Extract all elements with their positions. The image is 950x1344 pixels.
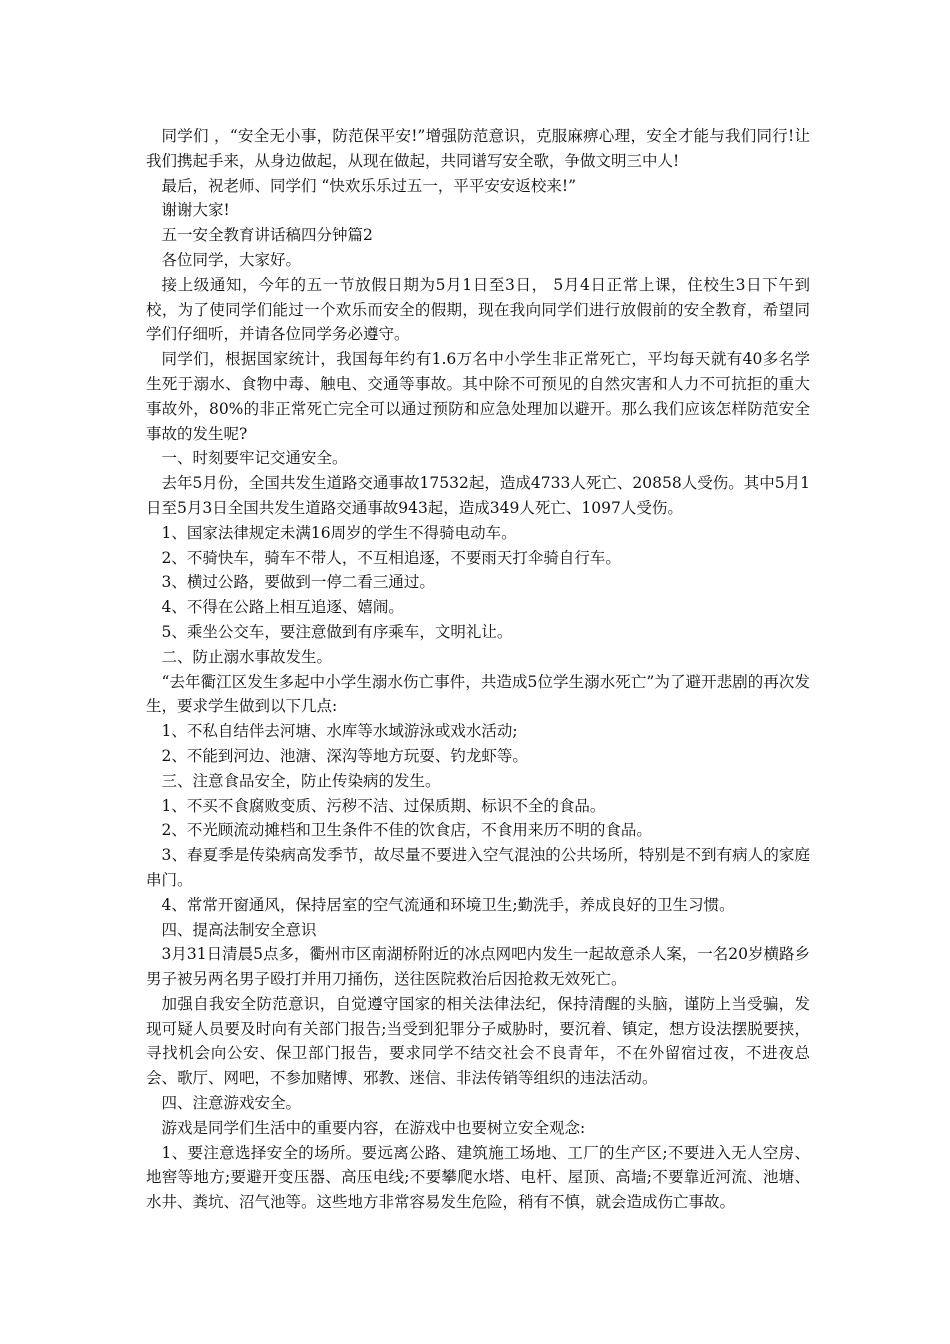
paragraph: 接上级通知，今年的五一节放假日期为5月1日至3日， 5月4日正常上课，住校生3日下午到校，为了使同学们能过一个欢乐而安全的假期，现在我向同学们进行放假前的安全教育，希望同学们仔细听，并请各位同学务必遵守。: [146, 275, 810, 344]
section-heading: 一、时刻要牢记交通安全。: [161, 449, 348, 468]
section-heading: 三、注意食品安全，防止传染病的发生。: [161, 771, 441, 790]
list-item: 3、横过公路，要做到一停二看三通过。: [161, 573, 435, 592]
list-item: 1、要注意选择安全的场所。要远离公路、建筑施工场地、工厂的生产区;不要进入无人空房、地窖等地方;要避开变压器、高压电线;不要攀爬水塔、电杆、屋顶、高墙;不要靠近河流、池塘、水井、粪坑、沼气池等。这些地方非常容易发生危险，稍有不慎，就会造成伤亡事故。: [146, 1143, 810, 1212]
section-heading: 四、提高法制安全意识: [161, 920, 317, 939]
paragraph: 同学们 ，“安全无小事，防范保平安!”增强防范意识，克服麻痹心理，安全才能与我们同行!让我们携起手来，从身边做起，从现在做起，共同谱写安全歌，争做文明三中人!: [146, 127, 810, 170]
greeting: 各位同学，大家好。: [161, 250, 302, 269]
paragraph: 最后，祝老师、同学们 “快欢乐乐过五一，平平安安返校来!”: [161, 176, 577, 195]
list-item: 2、不能到河边、池溏、深沟等地方玩耍、钓龙虾等。: [161, 746, 528, 765]
paragraph: 加强自我安全防范意识，自觉遵守国家的相关法律法纪，保持清醒的头脑，谨防上当受骗，发现可疑人员要及时向有关部门报告;当受到犯罪分子威胁时，要沉着、镇定，想方设法摆脱要挟，寻找机会向公安、保卫部门报告，要求同学不结交社会不良青年，不在外留宿过夜，不进夜总会、歌厅、网吧，不参加赌博、邪教、迷信、非法传销等组织的违法活动。: [146, 994, 810, 1088]
paragraph: 同学们，根据国家统计，我国每年约有1.6万名中小学生非正常死亡，平均每天就有40多名学生死于溺水、食物中毒、触电、交通等事故。其中除不可预见的自然灾害和人力不可抗拒的重大事故外，80%的非正常死亡完全可以通过预防和应急处理加以避开。那么我们应该怎样防范安全事故的发生呢?: [146, 350, 810, 443]
document-body: [146, 124, 810, 1215]
list-item: 5、乘坐公交车，要注意做到有序乘车，文明礼让。: [161, 622, 513, 641]
list-item: 1、不买不食腐败变质、污秽不洁、过保质期、标识不全的食品。: [161, 796, 606, 815]
list-item: 1、不私自结伴去河塘、水库等水域游泳或戏水活动;: [161, 722, 518, 741]
paragraph: 谢谢大家!: [161, 201, 230, 220]
paragraph: 去年5月份，全国共发生道路交通事故17532起，造成4733人死亡、20858人受伤。其中5月1日至5月3日全国共发生道路交通事故943起，造成349人死亡、1097人受伤。: [146, 474, 810, 517]
list-item: 2、不骑快车，骑车不带人，不互相追逐，不要雨天打伞骑自行车。: [161, 548, 621, 567]
section-title: 五一安全教育讲话稿四分钟篇2: [161, 226, 373, 245]
section-heading: 四、注意游戏安全。: [161, 1094, 302, 1113]
list-item: 2、不光顾流动摊档和卫生条件不佳的饮食店，不食用来历不明的食品。: [161, 821, 652, 840]
list-item: 4、常常开窗通风，保持居室的空气流通和环境卫生;勤洗手，养成良好的卫生习惯。: [161, 895, 735, 914]
list-item: 3、春夏季是传染病高发季节，故尽量不要进入空气混浊的公共场所，特别是不到有病人的家庭串门。: [146, 846, 810, 889]
section-heading: 二、防止溺水事故发生。: [161, 647, 333, 666]
paragraph: 3月31日清晨5点多，衢州市区南湖桥附近的冰点网吧内发生一起故意杀人案，一名20岁横路乡男子被另两名男子殴打并用刀捅伤，送往医院救治后因抢救无效死亡。: [146, 945, 810, 989]
paragraph: 游戏是同学们生活中的重要内容，在游戏中也要树立安全观念:: [161, 1118, 586, 1137]
list-item: 4、不得在公路上相互追逐、嬉闹。: [161, 598, 404, 617]
paragraph: “去年衢江区发生多起中小学生溺水伤亡事件，共造成5位学生溺水死亡”为了避开悲剧的再次发生，要求学生做到以下几点:: [146, 672, 810, 716]
list-item: 1、国家法律规定未满16周岁的学生不得骑电动车。: [161, 523, 517, 542]
